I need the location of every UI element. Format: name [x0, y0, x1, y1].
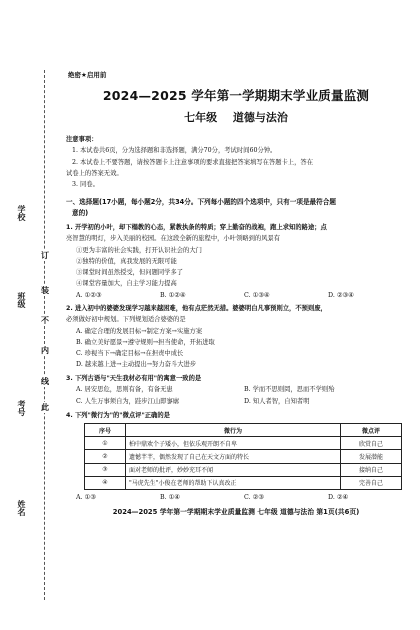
q4-answer-b: B. ①④ — [160, 494, 180, 501]
notes-item: 2. 本试卷上不要答题，请按答题卡上注意事项的要求直接把答案填写在答题卡上，答在 — [72, 158, 313, 166]
q2-option: C. 珍视当下→确定目标→在担责中成长 — [76, 350, 184, 358]
secret-label: 绝密★启用前 — [68, 71, 107, 79]
table-cell: ① — [85, 437, 126, 450]
q3-stem: 3. 下列古语与"天生我材必有用"的寓意一致的是 — [66, 375, 202, 382]
question-1 — [66, 222, 412, 301]
table-cell: ③ — [85, 463, 126, 476]
table-cell: 完善自己 — [341, 476, 402, 489]
question-4 — [66, 410, 412, 421]
q3-option-a: A. 居安思危，思则有备，有备无患 — [76, 386, 173, 394]
q3-option-d: D. 知人者智，自知者明 — [244, 397, 310, 405]
notes-item: 3. 同卷。 — [72, 181, 99, 189]
q1-stem: 1. 开学初的小叶，却下榻教的心态，紧教执条的特质；穿上勤奋的战袍，跑上求知的路途；点 — [66, 224, 327, 231]
q4-stem: 4. 下列"微行为"的"微点评"正确的是 — [66, 412, 170, 419]
q2-option: B. 确立美好愿景→遵守规则→担当使命，开拓进取 — [76, 338, 215, 346]
table-header: 序号 — [85, 424, 126, 437]
page-footer: 2024—2025 学年第一学期期末学业质量监测 七年级 道德与法治 第1页(共6页) — [112, 508, 360, 516]
binding-dashed-line — [44, 70, 45, 600]
table-cell: 发展潜能 — [341, 450, 402, 463]
q1-option: ①更为丰富的社会实践，打开认识社会的大门 — [76, 246, 202, 254]
q4-answers-block — [66, 492, 412, 503]
q4-answer-c: C. ②③ — [244, 494, 264, 501]
q4-answer-d: D. ②④ — [328, 494, 349, 501]
table-row — [85, 476, 402, 489]
q1-answers — [66, 290, 412, 301]
q1-option: ④课堂容量加大，自主学习能力提高 — [76, 280, 177, 288]
name-label: 姓名 — [17, 500, 26, 516]
question-3 — [66, 373, 412, 407]
q2-stem: 2. 进入初中的婆婆发现学习越来越困难，他有点茫然无措。婆婆明白凡事预则立，不预则废， — [66, 305, 327, 312]
school-label: 学校 — [17, 205, 26, 221]
q2-option: A. 确定合理的发展目标→制定方案→实施方案 — [76, 327, 203, 335]
q2-stem: 必须做好初中规划。下列规划适合婆婆的是 — [66, 316, 186, 324]
seal-char: 订 — [41, 251, 49, 260]
binding-strip — [0, 0, 58, 630]
q4-answers — [66, 492, 412, 503]
notes-section — [66, 134, 412, 190]
seal-char: 不 — [41, 316, 49, 325]
q2-option: D. 越来越上进→主动提出→努力奋斗大进步 — [76, 361, 197, 369]
table-row — [85, 437, 402, 450]
class-label: 班级 — [17, 292, 26, 308]
section1-heading — [66, 197, 412, 220]
q3-option-c: C. 人生万事须自为，跬步江山即寥廓 — [76, 397, 180, 405]
seal-char: 此 — [41, 403, 49, 412]
section1-heading-line: 一、选择题(17小题，每小题2分，共34分。下列每小题的四个选项中，只有一项是最符合题 — [66, 198, 336, 206]
table-row — [85, 463, 402, 476]
q4-table — [84, 423, 402, 490]
table-header-row — [85, 424, 402, 437]
notes-item: 1. 本试卷共6页，分为选择题和非选择题，满分70分，考试时间60分钟。 — [72, 147, 277, 155]
section1-heading-line: 意的) — [72, 209, 89, 218]
q1-option: ②独特的价值，真我发展的无限可能 — [76, 257, 177, 265]
table-header: 微行为 — [126, 424, 341, 437]
table-cell: 遗憾芊芊，偶然发现了自己在天文方面的特长 — [126, 450, 341, 463]
notes-item: 试卷上的答案无效。 — [66, 169, 123, 177]
q3-options-row — [66, 384, 412, 395]
table-cell: ④ — [85, 476, 126, 489]
q1-answer-c: C. ①③④ — [244, 291, 270, 299]
seal-char: 内 — [41, 346, 49, 355]
table-cell: "马虎先生"小俊在老师的帮助下认真改正 — [126, 476, 341, 489]
subject-label: 道德与法治 — [232, 111, 288, 124]
table-cell: ② — [85, 450, 126, 463]
seal-char: 装 — [41, 286, 49, 295]
table-header: 微点评 — [341, 424, 402, 437]
table-cell: 柏中鼎欢个子矮小，但依乐观开朗不自卑 — [126, 437, 341, 450]
q4-answer-a: A. ①③ — [76, 494, 96, 501]
q3-options-row — [66, 396, 412, 407]
notes-heading: 注意事项： — [66, 136, 98, 143]
q1-option: ③课堂时间虽然授受，但问题同学多了 — [76, 269, 184, 277]
exam-title: 2024—2025 学年第一学期期末学业质量监测 — [102, 88, 370, 103]
table-cell: 接纳自己 — [341, 463, 402, 476]
q1-answer-d: D. ②③④ — [328, 291, 354, 299]
question-2 — [66, 303, 412, 371]
seal-char: 线 — [41, 377, 49, 386]
table-cell: 面对老师的批评，妙妙充耳不闻 — [126, 463, 341, 476]
q1-stem: 亮智慧的明灯，步入美丽的校园。在这段全新的旅程中，小叶领略到的风景有 — [66, 235, 281, 243]
table-cell: 欣赏自己 — [341, 437, 402, 450]
q3-option-b: B. 学而不思则罔，思而不学则殆 — [244, 386, 335, 394]
exam-no-label: 考号 — [17, 400, 26, 416]
q1-answer-a: A. ①②③ — [76, 291, 102, 299]
table-row — [85, 450, 402, 463]
grade-label: 七年级 — [184, 111, 218, 124]
exam-subtitle — [60, 109, 412, 125]
q1-answer-b: B. ①②④ — [160, 291, 186, 299]
